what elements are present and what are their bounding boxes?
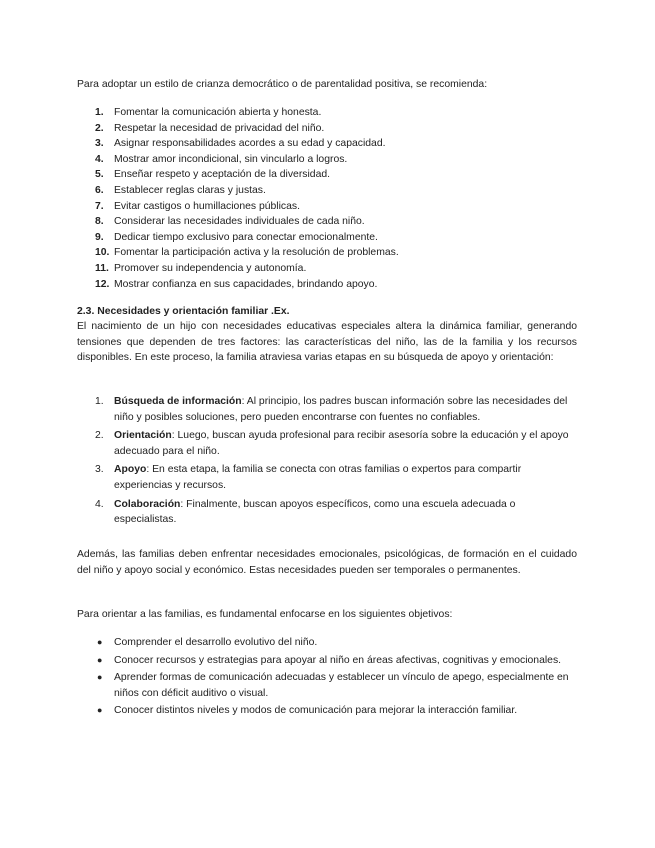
item-number: 3. <box>95 464 104 476</box>
list-item <box>95 497 580 528</box>
list-item <box>95 105 565 121</box>
recommendations-list <box>95 105 565 292</box>
body-paragraph: El nacimiento de un hijo con necesidades educativas especiales altera la dinámica familiar, generando tensiones que dependen de tres factores: las características del niño, las de la familia y los recursos disponibles. En este proceso, la familia atraviesa varias etapas en su búsqueda de apoyo y orientación: <box>77 321 577 364</box>
bullet-icon: ● <box>97 705 103 716</box>
list-item <box>95 167 565 183</box>
list-item <box>95 245 565 261</box>
item-number: 7. <box>95 200 104 212</box>
item-text: Dedicar tiempo exclusivo para conectar emocionalmente. <box>114 231 378 243</box>
item-number: 3. <box>95 138 104 150</box>
item-number: 11. <box>95 262 109 274</box>
item-number: 5. <box>95 169 104 181</box>
list-item <box>95 199 565 215</box>
item-term: Orientación <box>114 430 172 442</box>
list-item <box>95 635 580 651</box>
item-term: Colaboración <box>114 498 181 510</box>
item-text: Asignar responsabilidades acordes a su edad y capacidad. <box>114 138 386 150</box>
item-text: : Finalmente, buscan apoyos específicos, como una escuela adecuada o especialistas. <box>114 498 516 526</box>
item-term: Búsqueda de información <box>114 396 242 407</box>
item-number: 2. <box>95 122 104 134</box>
item-number: 10. <box>95 247 110 259</box>
list-item <box>95 394 580 425</box>
item-text: Respetar la necesidad de privacidad del niño. <box>114 122 325 134</box>
item-number: 12. <box>95 278 110 290</box>
list-item <box>95 462 580 493</box>
item-text: Aprender formas de comunicación adecuadas y establecer un vínculo de apego, especialmente en niños con déficit auditivo o visual. <box>114 672 569 699</box>
item-text: Fomentar la comunicación abierta y honesta. <box>114 107 322 118</box>
body-paragraph: Para orientar a las familias, es fundamental enfocarse en los siguientes objetivos: <box>77 609 453 620</box>
item-number: 9. <box>95 231 104 243</box>
list-item <box>95 261 565 277</box>
item-text: Conocer recursos y estrategias para apoyar al niño en áreas afectivas, cognitivas y emocionales. <box>114 654 562 666</box>
item-text: Enseñar respeto y aceptación de la diversidad. <box>114 169 331 181</box>
item-text: : Al principio, los padres buscan información sobre las necesidades del niño y posibles soluciones, pero pueden encontrarse con fuentes no confiables. <box>114 396 568 423</box>
item-text: Evitar castigos o humillaciones públicas. <box>114 200 300 212</box>
item-term: Apoyo <box>114 464 147 476</box>
item-text: Conocer distintos niveles y modos de comunicación para mejorar la interacción familiar. <box>114 705 518 717</box>
list-item <box>95 703 580 719</box>
list-item <box>95 653 580 669</box>
item-text: Considerar las necesidades individuales de cada niño. <box>114 216 365 228</box>
list-item <box>95 183 565 199</box>
objectives-list <box>95 635 580 721</box>
item-text: Establecer reglas claras y justas. <box>114 184 266 196</box>
list-item <box>95 230 565 246</box>
bullet-icon: ● <box>97 654 103 665</box>
list-item <box>95 152 565 168</box>
item-text: Promover su independencia y autonomía. <box>114 262 307 274</box>
list-item <box>95 277 565 293</box>
item-number: 6. <box>95 184 104 196</box>
intro-paragraph: Para adoptar un estilo de crianza democrático o de parentalidad positiva, se recomienda: <box>77 79 488 90</box>
item-number: 2. <box>95 430 104 442</box>
list-item <box>95 670 580 701</box>
item-number: 4. <box>95 153 104 165</box>
item-text: : En esta etapa, la familia se conecta con otras familias o expertos para compartir experiencias y recursos. <box>114 464 522 491</box>
bullet-icon: ● <box>97 672 103 683</box>
list-item <box>95 121 565 137</box>
list-item <box>95 136 565 152</box>
body-paragraph: Además, las familias deben enfrentar necesidades emocionales, psicológicas, de formación en el cuidado del niño y apoyo social y económico. Estas necesidades pueden ser temporales o permanentes. <box>77 549 577 576</box>
item-text: Mostrar confianza en sus capacidades, brindando apoyo. <box>114 278 378 290</box>
item-text: Comprender el desarrollo evolutivo del niño. <box>114 637 318 648</box>
item-number: 8. <box>95 216 104 228</box>
item-number: 4. <box>95 498 104 510</box>
item-text: : Luego, buscan ayuda profesional para recibir asesoría sobre la educación y el apoyo adecuado para el niño. <box>114 430 569 457</box>
bullet-icon: ● <box>97 637 103 647</box>
list-item <box>95 214 565 230</box>
item-text: Fomentar la participación activa y la resolución de problemas. <box>114 247 399 259</box>
stages-list <box>95 394 580 531</box>
item-number: 1. <box>95 396 104 407</box>
list-item <box>95 428 580 459</box>
item-text: Mostrar amor incondicional, sin vincularlo a logros. <box>114 153 348 165</box>
item-number: 1. <box>95 107 104 118</box>
section-heading: 2.3. Necesidades y orientación familiar .Ex. <box>77 306 290 317</box>
